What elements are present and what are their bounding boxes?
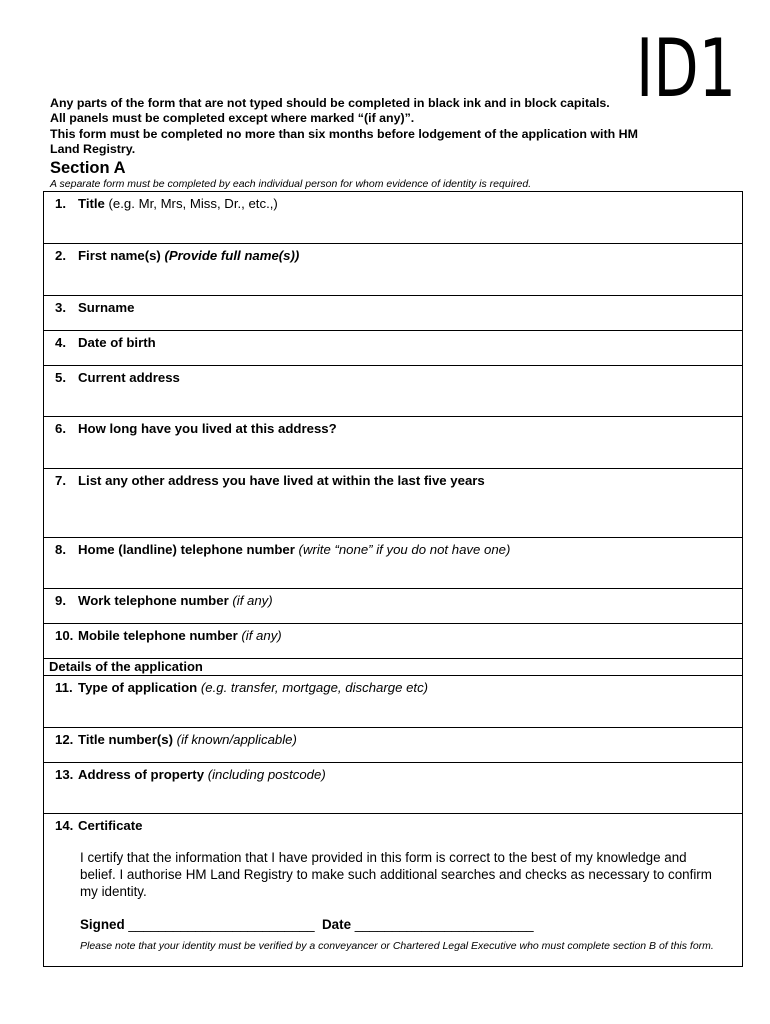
field-label: Surname xyxy=(78,300,135,315)
instruction-line: Any parts of the form that are not typed should be completed in black ink and in block capitals. xyxy=(50,96,610,110)
section-title: Section A xyxy=(50,159,126,177)
field-mobile-telephone[interactable] xyxy=(44,624,742,659)
field-number: 8. xyxy=(55,542,66,557)
field-current-address[interactable] xyxy=(44,366,742,417)
field-number: 12. xyxy=(55,732,74,747)
field-application-type[interactable] xyxy=(44,676,742,728)
field-label: How long have you lived at this address? xyxy=(78,421,337,436)
section-note: A separate form must be completed by each individual person for whom evidence of identity is required. xyxy=(50,178,532,190)
field-hint: (write “none” if you do not have one) xyxy=(294,542,511,557)
form-table xyxy=(43,191,743,967)
field-hint: (Provide full name(s)) xyxy=(160,248,300,263)
field-number: 4. xyxy=(55,335,66,350)
field-label: Work telephone number xyxy=(78,593,229,608)
field-property-address[interactable] xyxy=(44,763,742,814)
signature-row xyxy=(80,917,534,932)
field-number: 5. xyxy=(55,370,66,385)
field-label: Date of birth xyxy=(78,335,156,350)
field-label: Title number(s) xyxy=(78,732,174,747)
instruction-line: Land Registry. xyxy=(50,141,136,156)
field-hint: (if known/applicable) xyxy=(173,732,297,747)
field-number: 9. xyxy=(55,593,66,608)
field-label: First name(s) xyxy=(78,248,161,263)
field-number: 14. xyxy=(55,818,74,833)
logo-text: ID1 xyxy=(636,22,736,115)
details-heading: Details of the application xyxy=(49,659,203,674)
id1-logo xyxy=(636,22,736,115)
field-label: Home (landline) telephone number xyxy=(78,542,295,557)
field-label: Address of property xyxy=(78,767,205,782)
field-label: Certificate xyxy=(78,818,143,833)
details-heading-row xyxy=(44,659,742,676)
field-number: 2. xyxy=(55,248,66,263)
field-work-telephone[interactable] xyxy=(44,589,742,624)
field-hint: (if any) xyxy=(228,593,273,608)
field-home-telephone[interactable] xyxy=(44,538,742,589)
field-number: 10. xyxy=(55,628,74,643)
instruction-line: This form must be completed no more than six months before lodgement of the application with HM xyxy=(50,126,638,141)
field-number: 6. xyxy=(55,421,66,436)
field-hint: (e.g. Mr, Mrs, Miss, Dr., etc.,) xyxy=(104,196,278,211)
field-number: 7. xyxy=(55,473,66,488)
signed-label: Signed xyxy=(80,917,125,932)
field-date-of-birth[interactable] xyxy=(44,331,742,366)
date-line[interactable]: ________________________ xyxy=(354,917,534,932)
field-label: Title xyxy=(78,196,105,211)
field-first-names[interactable] xyxy=(44,244,742,296)
field-title-numbers[interactable] xyxy=(44,728,742,763)
field-surname[interactable] xyxy=(44,296,742,331)
verification-note: Please note that your identity must be verified by a conveyancer or Chartered Legal Executive who must complete section B of this form. xyxy=(80,940,714,952)
field-number: 1. xyxy=(55,196,66,211)
field-hint: (e.g. transfer, mortgage, discharge etc) xyxy=(197,680,429,695)
field-other-addresses[interactable] xyxy=(44,469,742,538)
field-number: 3. xyxy=(55,300,66,315)
field-title[interactable] xyxy=(44,192,742,244)
field-label: Current address xyxy=(78,370,180,385)
field-number: 13. xyxy=(55,767,74,782)
field-hint: (including postcode) xyxy=(204,767,326,782)
instruction-line: All panels must be completed except where marked “(if any)”. xyxy=(50,111,415,126)
field-hint: (if any) xyxy=(237,628,282,643)
date-label: Date xyxy=(322,917,352,932)
signature-line[interactable]: _________________________ xyxy=(128,917,315,932)
field-number: 11. xyxy=(55,680,73,695)
certificate-text: I certify that the information that I have provided in this form is correct to the best of my knowledge and belief. I authorise HM Land Registry to make such additional searches and checks as necessary to confirm my identity. xyxy=(80,850,712,899)
field-label: List any other address you have lived at within the last five years xyxy=(78,473,485,488)
instructions xyxy=(50,96,740,157)
field-label: Type of application xyxy=(78,680,198,695)
field-label: Mobile telephone number xyxy=(78,628,238,643)
field-time-at-address[interactable] xyxy=(44,417,742,469)
